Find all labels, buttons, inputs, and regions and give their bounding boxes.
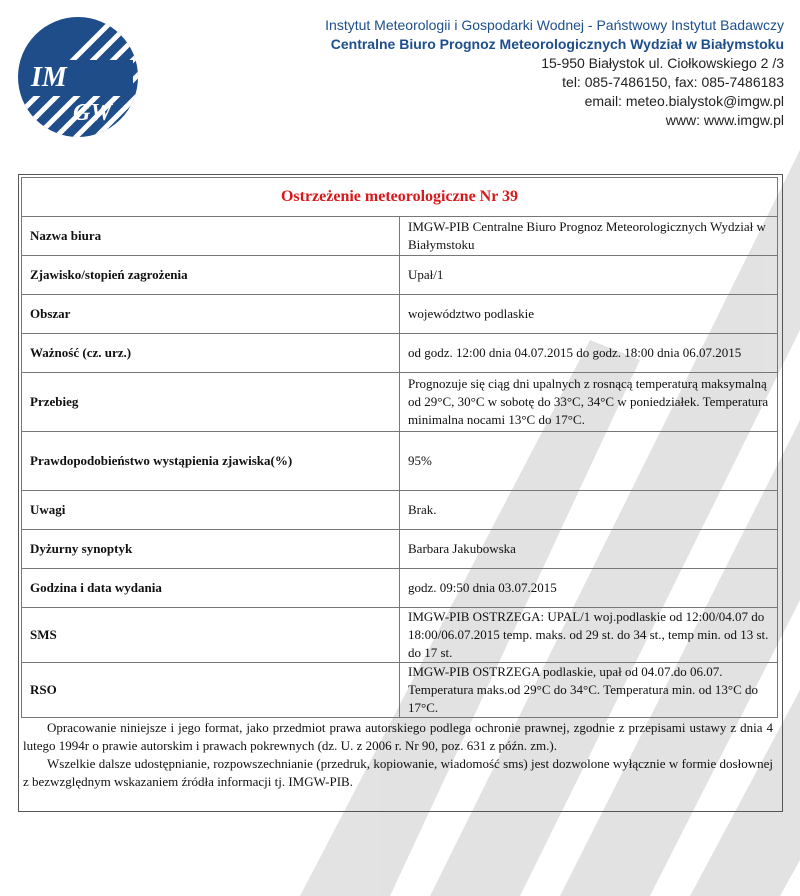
office-website[interactable]: www: www.imgw.pl (665, 112, 784, 128)
office-address: 15-950 Białystok ul. Ciołkowskiego 2 /3 (541, 55, 784, 71)
row-value-area: województwo podlaskie (400, 295, 778, 334)
row-label-phenomenon: Zjawisko/stopień zagrożenia (22, 256, 400, 295)
table-row (22, 608, 778, 663)
copyright-note (23, 719, 773, 791)
copyright-paragraph: Opracowanie niniejsze i jego format, jako przedmiot prawa autorskiego podlega ochronie prawnej, zgodnie z przepisami ustawy z dnia 4 lutego 1994r o prawie autorskim i prawach pokrewnych (dz. U. z 2006 r. Nr 90, poz. 631 z późn. zm.). (23, 720, 773, 753)
row-value-remarks: Brak. (400, 491, 778, 530)
row-value-rso: IMGW-PIB OSTRZEGA podlaskie, upał od 04.07.do 06.07. Temperatura maks.od 29°C do 34°C. Temperatura min. od 13°C do 17°C. (400, 663, 778, 718)
row-label-course: Przebieg (22, 373, 400, 432)
table-row (22, 569, 778, 608)
table-row (22, 295, 778, 334)
row-label-rso: RSO (22, 663, 400, 718)
row-label-sms: SMS (22, 608, 400, 663)
row-value-office: IMGW-PIB Centralne Biuro Prognoz Meteorologicznych Wydział w Białymstoku (400, 217, 778, 256)
warning-title: Ostrzeżenie meteorologiczne Nr 39 (22, 178, 778, 217)
row-label-probability: Prawdopodobieństwo wystąpienia zjawiska(%) (22, 432, 400, 491)
row-label-area: Obszar (22, 295, 400, 334)
institute-header (224, 16, 784, 130)
institute-name: Instytut Meteorologii i Gospodarki Wodnej - Państwowy Instytut Badawczy (325, 17, 784, 33)
row-value-issued: godz. 09:50 dnia 03.07.2015 (400, 569, 778, 608)
imgw-logo (17, 16, 139, 138)
table-row (22, 256, 778, 295)
table-row (22, 663, 778, 718)
table-row (22, 432, 778, 491)
distribution-paragraph: Wszelkie dalsze udostępnianie, rozpowszechnianie (przedruk, kopiowanie, wiadomość sms) jest dozwolone wyłącznie w formie dosłownej z bezwzględnym wskazaniem źródła informacji tj. IMGW-PIB. (23, 756, 773, 789)
office-name: Centralne Biuro Prognoz Meteorologicznych Wydział w Białymstoku (330, 36, 784, 52)
row-value-forecaster: Barbara Jakubowska (400, 530, 778, 569)
office-phone: tel: 085-7486150, fax: 085-7486183 (562, 74, 784, 90)
row-value-validity: od godz. 12:00 dnia 04.07.2015 do godz. 18:00 dnia 06.07.2015 (400, 334, 778, 373)
table-row (22, 334, 778, 373)
row-value-phenomenon: Upał/1 (400, 256, 778, 295)
logo-text-top: IM (31, 62, 67, 93)
warning-document (18, 174, 783, 812)
row-label-office: Nazwa biura (22, 217, 400, 256)
row-label-forecaster: Dyżurny synoptyk (22, 530, 400, 569)
table-row (22, 217, 778, 256)
logo-text-bottom: GW (73, 100, 112, 126)
row-value-probability: 95% (400, 432, 778, 491)
table-row (22, 491, 778, 530)
row-value-course: Prognozuje się ciąg dni upalnych z rosnącą temperaturą maksymalną od 29°C, 30°C w sobotę do 33°C, 34°C w poniedziałek. Temperatura minimalna nocami 13°C do 17°C. (400, 373, 778, 432)
table-row (22, 373, 778, 432)
row-value-sms: IMGW-PIB OSTRZEGA: UPAL/1 woj.podlaskie od 12:00/04.07 do 18:00/06.07.2015 temp. maks. od 29 st. do 34 st., temp min. od 13 st. do 17 st. (400, 608, 778, 663)
row-label-remarks: Uwagi (22, 491, 400, 530)
warning-table (21, 177, 778, 718)
row-label-issued: Godzina i data wydania (22, 569, 400, 608)
office-email[interactable]: email: meteo.bialystok@imgw.pl (584, 93, 784, 109)
row-label-validity: Ważność (cz. urz.) (22, 334, 400, 373)
table-row (22, 530, 778, 569)
